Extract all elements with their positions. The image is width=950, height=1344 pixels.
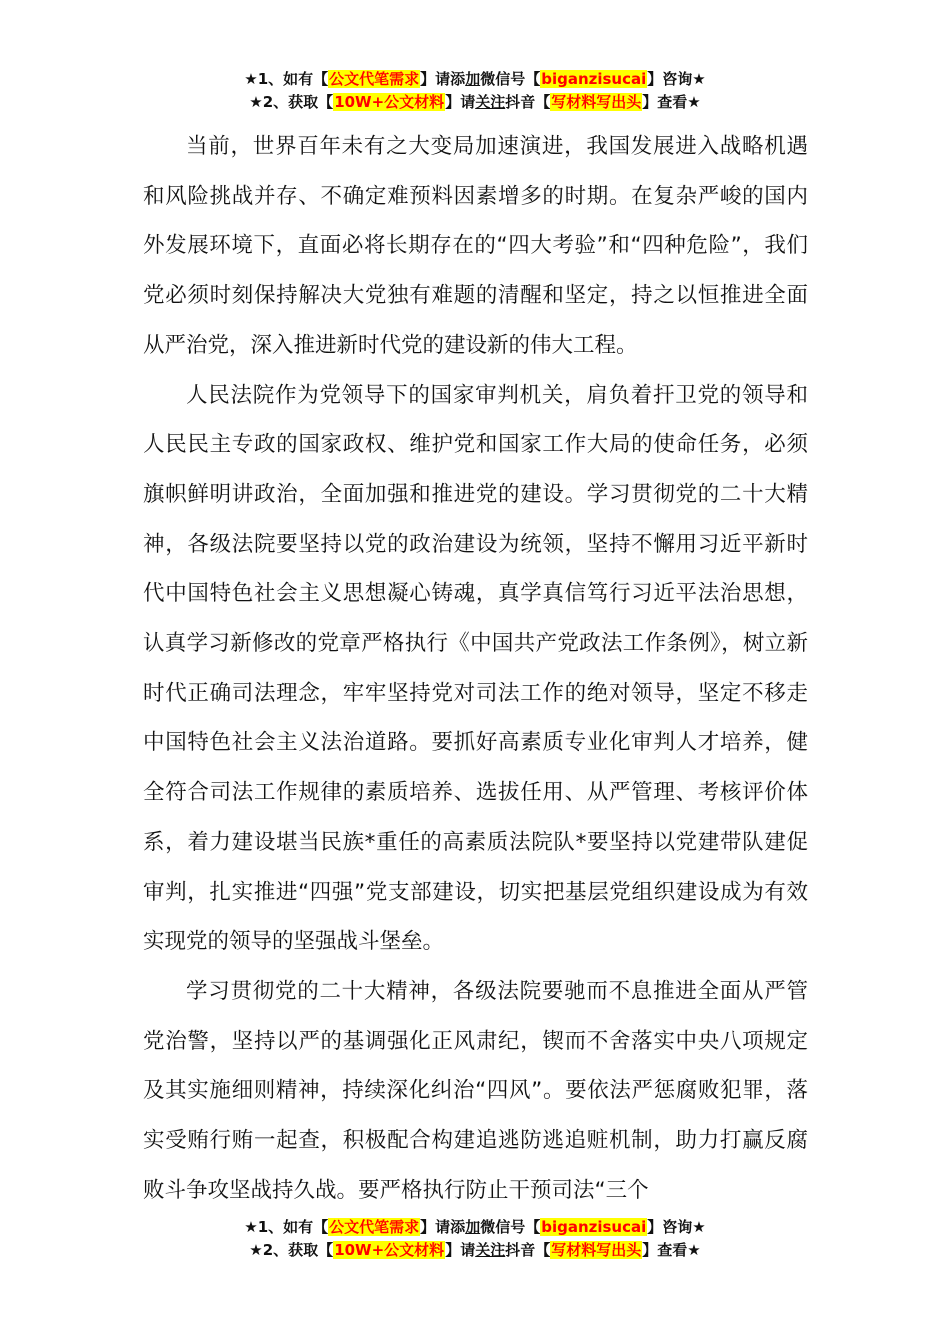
banner-line2-middle2: 抖音【 <box>505 93 551 111</box>
header-banner <box>0 68 950 114</box>
banner-line2-middle1: 】请 <box>445 93 476 111</box>
banner-line1-suffix: 】咨询★ <box>647 70 706 88</box>
banner-line-1 <box>0 68 950 91</box>
banner-line2-highlight-materials: 10W+公文材料 <box>334 93 445 111</box>
paragraph-3: 学习贯彻党的二十大精神，各级法院要驰而不息推进全面从严管党治警，坚持以严的基调强化正风肃纪，锲而不舍落实中央八项规定及其实施细则精神，持续深化纠治“四风”。要依法严惩腐败犯罪，落实受贿行贿一起查，积极配合构建追逃防逃追赃机制，助力打赢反腐败斗争攻坚战持久战。要严格执行防止干预司法“三个 <box>143 978 808 1203</box>
footer-line2-prefix: ★2、获取【 <box>249 1241 334 1259</box>
banner-line1-highlight-wechat: biganzisucai <box>541 70 647 88</box>
document-body <box>143 122 808 1215</box>
banner-line2-highlight-douyin: 写材料写出头 <box>551 93 642 111</box>
footer-line1-highlight-service: 公文代笔需求 <box>329 1218 420 1236</box>
paragraph-2: 人民法院作为党领导下的国家审判机关，肩负着扞卫党的领导和人民民主专政的国家政权、维护党和国家工作大局的使命任务，必须旗帜鲜明讲政治，全面加强和推进党的建设。学习贯彻党的二十大精神，各级法院要坚持以党的政治建设为统领，坚持不懈用习近平新时代中国特色社会主义思想凝心铸魂，真学真信笃行习近平法治思想，认真学习新修改的党章严格执行《中国共产党政法工作条例》，树立新时代正确司法理念，牢牢坚持党对司法工作的绝对领导，坚定不移走中国特色社会主义法治道路。要抓好高素质专业化审判人才培养，健全符合司法工作规律的素质培养、选拔任用、从严管理、考核评价体系，着力建设堪当民族*重任的高素质法院队*要坚持以党建带队建促审判，扎实推进“四强”党支部建设，切实把基层党组织建设成为有效实现党的领导的坚强战斗堡垒。 <box>143 382 808 955</box>
footer-banner <box>0 1216 950 1262</box>
footer-line2-highlight-douyin: 写材料写出头 <box>551 1241 642 1259</box>
footer-line2-highlight-materials: 10W+公文材料 <box>334 1241 445 1259</box>
banner-line1-highlight-service: 公文代笔需求 <box>329 70 420 88</box>
banner-line2-underline: 关注 <box>475 93 506 111</box>
footer-line1-highlight-wechat: biganzisucai <box>541 1218 647 1236</box>
footer-line2-underline: 关注 <box>475 1241 506 1259</box>
footer-line2-middle2: 抖音【 <box>505 1241 551 1259</box>
footer-line1-middle2: 微信号【 <box>480 1218 541 1236</box>
banner-line2-suffix: 】查看★ <box>642 93 701 111</box>
paragraph-1: 当前，世界百年未有之大变局加速演进，我国发展进入战略机遇和风险挑战并存、不确定难预料因素增多的时期。在复杂严峻的国内外发展环境下，直面必将长期存在的“四大考验”和“四种危险”，我们党必须时刻保持解决大党独有难题的清醒和坚定，持之以恒推进全面从严治党，深入推进新时代党的建设新的伟大工程。 <box>143 134 808 358</box>
banner-line-2 <box>0 91 950 114</box>
footer-line1-underline: 加 <box>465 1218 481 1236</box>
footer-line1-middle1: 】请添 <box>420 1218 466 1236</box>
footer-line2-middle1: 】请 <box>445 1241 476 1259</box>
footer-line-2 <box>0 1239 950 1262</box>
footer-line1-suffix: 】咨询★ <box>647 1218 706 1236</box>
banner-line2-prefix: ★2、获取【 <box>249 93 334 111</box>
footer-line-1 <box>0 1216 950 1239</box>
banner-line1-middle2: 微信号【 <box>480 70 541 88</box>
footer-line1-prefix: ★1、如有【 <box>244 1218 329 1236</box>
banner-line1-underline: 加 <box>465 70 481 88</box>
footer-line2-suffix: 】查看★ <box>642 1241 701 1259</box>
banner-line1-prefix: ★1、如有【 <box>244 70 329 88</box>
banner-line1-middle1: 】请添 <box>420 70 466 88</box>
